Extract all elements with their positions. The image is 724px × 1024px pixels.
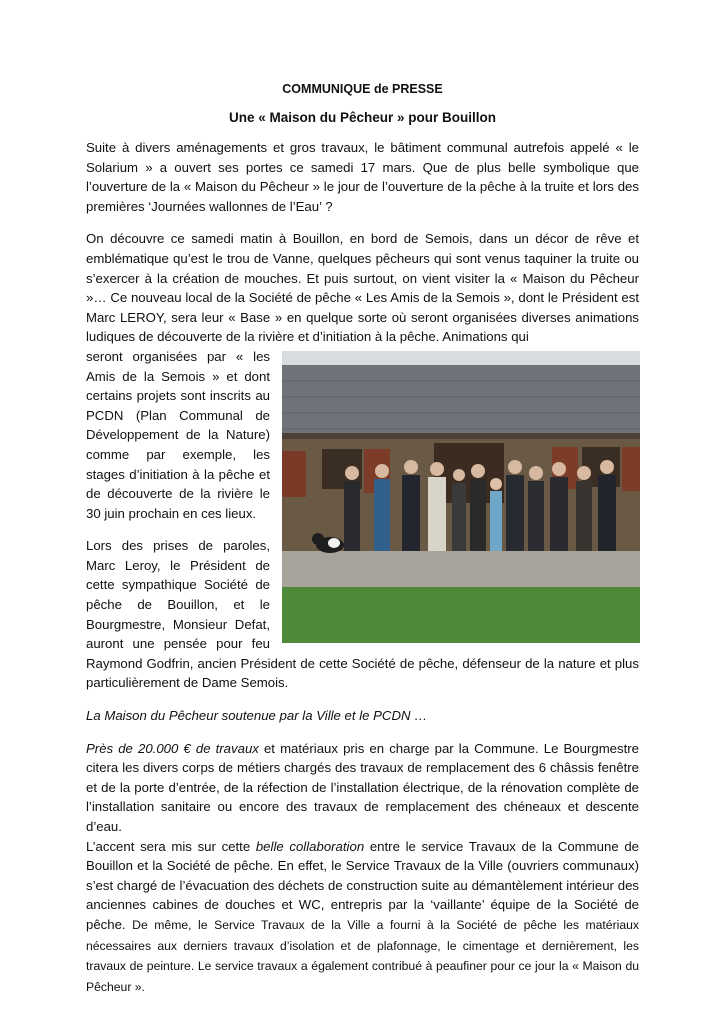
group-photo-illustration: [282, 351, 640, 643]
photo-roof: [282, 365, 640, 435]
person-head: [453, 469, 465, 481]
person: [576, 481, 592, 551]
person-head: [552, 462, 566, 476]
person-head: [375, 464, 389, 478]
paragraph-funding: [86, 739, 639, 837]
press-release-page: [86, 82, 639, 997]
paragraph-animations: seront organisées par « les Amis de la Semois » et dont certains projets sont inscrits au PCDN (Plan Communal de Développement de la Nature) comme par exemple, les stages d’initiation à la pêche et de découverte de la rivière le 30 juin prochain en ces lieux.: [86, 348, 270, 521]
section-heading-text: La Maison du Pêcheur soutenue par la Ville et le PCDN …: [86, 708, 428, 724]
person: [428, 477, 446, 551]
photo-shutter-4: [622, 447, 640, 491]
person: [470, 479, 486, 551]
person: [506, 475, 524, 551]
photo-left-shutter: [282, 451, 306, 497]
person: [452, 483, 466, 551]
photo-lawn: [282, 587, 640, 643]
funding-highlight: Près de 20.000 € de travaux: [86, 740, 259, 756]
person: [550, 477, 568, 551]
person: [490, 491, 502, 551]
collaboration-highlight: belle collaboration: [255, 838, 365, 854]
paragraph-discovery: On découvre ce samedi matin à Bouillon, en bord de Semois, dans un décor de rêve et emblématique qu’est le trou de Vanne, quelques pêcheurs qui sont venus taquiner la truite ou s’exercer à la création de mouches. Et puis surtout, on vient visiter la « Maison du Pêcheur »… Ce nouveau local de la Société de pêche « Les Amis de la Semois », dont le Président est Marc LEROY, sera leur « Base » en quelque sorte où seront organisées diverses animations ludiques de découverte de la rivière et d’initiation à la pêche. Animations qui: [86, 231, 639, 345]
paragraph-collaboration: [86, 837, 639, 998]
collaboration-text-a: L’accent sera mis sur cette: [86, 838, 256, 854]
person: [374, 479, 390, 551]
collaboration-text-c: De même, le Service Travaux de la Ville a fourni à la Société de pêche les matériaux nécessaires aux derniers travaux d’isolation et de plafonnage, le cimentage et dernièrement, les travaux de peinture. Le service travaux a également contribué à peaufiner pour ce jour la « Maison du Pêcheur ».: [86, 917, 639, 994]
person-head: [471, 464, 485, 478]
document-title: COMMUNIQUE de PRESSE: [282, 82, 443, 96]
person-head: [345, 466, 359, 480]
section-heading: [86, 706, 639, 726]
group-photo: [282, 351, 640, 643]
photo-eave: [282, 433, 640, 439]
person-head: [529, 466, 543, 480]
person-head: [490, 478, 502, 490]
person: [598, 475, 616, 551]
person-head: [508, 460, 522, 474]
paragraph-speeches: Lors des prises de paroles, Marc Leroy, le Président de cette sympathique Société de pêche de Bouillon, et le Bourgmestre, Monsieur Defat, auront une pensée pour feu Raymond Godfrin, ancien Président de cette Société de pêche, défenseur de la nature et plus particulièrement de Dame Semois.: [86, 538, 639, 691]
person-head: [404, 460, 418, 474]
paragraph-intro: Suite à divers aménagements et gros travaux, le bâtiment communal autrefois appelé « le Solarium » a ouvert ses portes ce samedi 17 mars. Que de plus belle symbolique que l’ouverture de la « Maison du Pêcheur » le jour de l’ouverture de la pêche à la truite et lors des premières ‘Journées wallonnes de l’Eau’ ?: [86, 140, 639, 214]
person: [344, 481, 360, 551]
person-head: [600, 460, 614, 474]
collaboration-text-b: entre le service Travaux de la Commune de Bouillon et la Société de pêche. En effet, le Service Travaux de la Ville (ouvriers communaux) s’est chargé de l’évacuation des déchets de construction suite au démantèlement intérieur des anciennes cabines de douches et WC, entrepris par la ‘vaillante’ équipe de la Société de pêche.: [86, 838, 639, 932]
document-subtitle: Une « Maison du Pêcheur » pour Bouillon: [228, 110, 497, 125]
funding-text: et matériaux pris en charge par la Commune. Le Bourgmestre citera les divers corps de métiers chargés des travaux de remplacement des 6 châssis fenêtre et de la porte d’entrée, de la réfection de l’installation électrique, de la rénovation complète de l’installation sanitaire ou encore des travaux de remplacement des chéneaux et descente d’eau.: [86, 740, 639, 834]
person-head: [430, 462, 444, 476]
person-head: [577, 466, 591, 480]
person: [528, 481, 544, 551]
person: [402, 475, 420, 551]
